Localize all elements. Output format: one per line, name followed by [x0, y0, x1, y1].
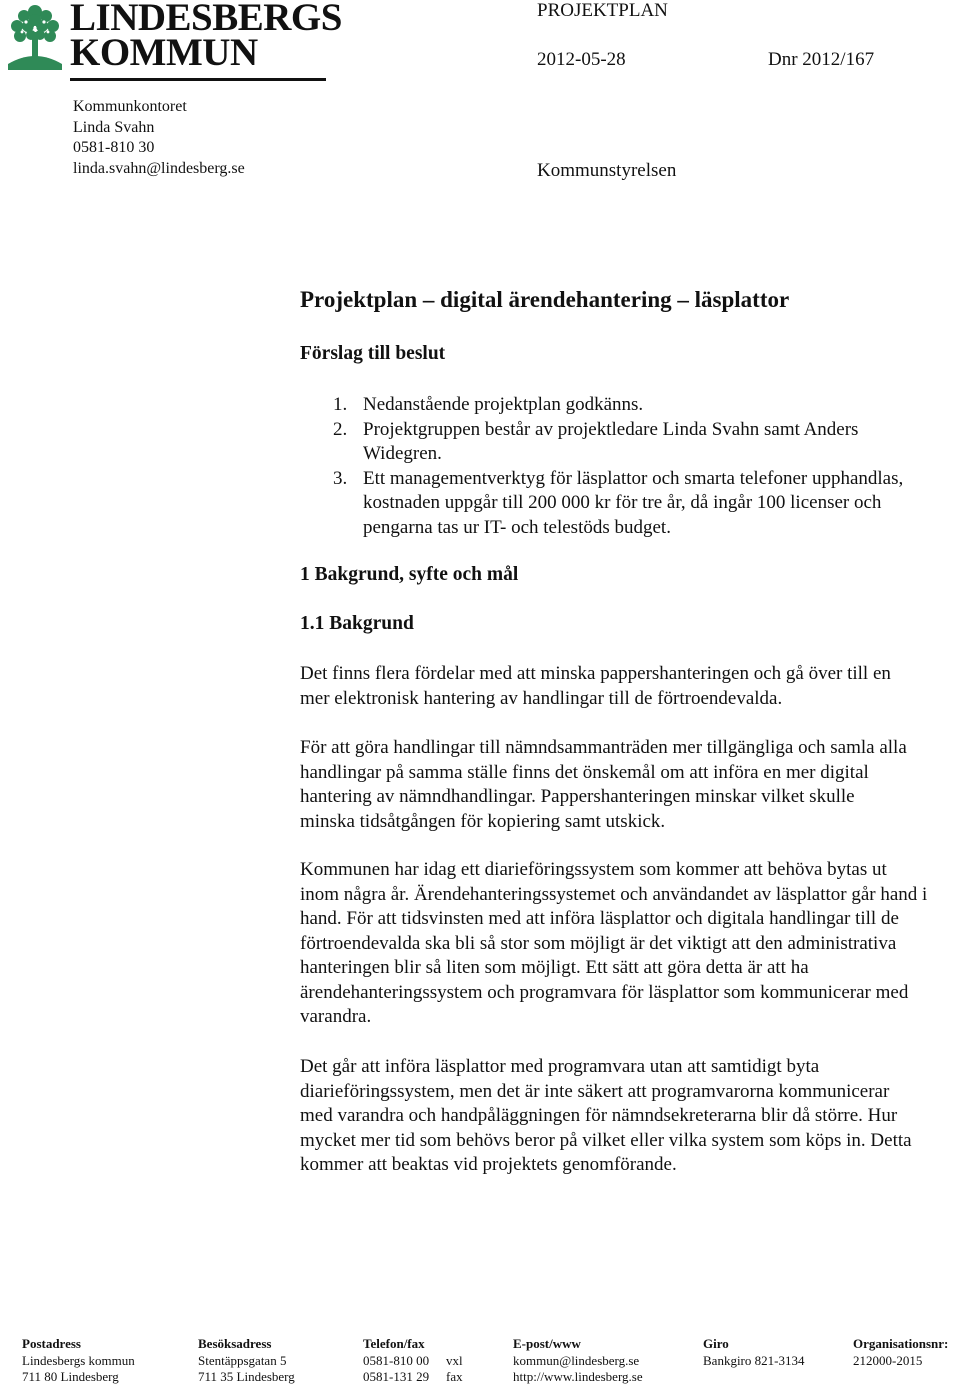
sender-name: Linda Svahn	[73, 118, 155, 136]
doc-type: PROJEKTPLAN	[537, 0, 668, 21]
recipient: Kommunstyrelsen	[537, 160, 677, 181]
footer-line: Bankgiro 821-3134	[703, 1352, 805, 1368]
footer-line: Lindesbergs kommun	[22, 1352, 135, 1368]
footer-postadress	[22, 1336, 135, 1386]
paragraph: Det finns flera fördelar med att minska pappershanteringen och gå över till en mer elektronisk hantering av handlingar till de förtroendevalda.	[300, 663, 891, 709]
footer-website-link[interactable]: http://www.lindesberg.se	[513, 1369, 643, 1384]
footer-email-link[interactable]: kommun@lindesberg.se	[513, 1352, 640, 1368]
footer-line: 711 35 Lindesberg	[198, 1369, 295, 1384]
footer-heading: Telefon/fax	[363, 1336, 425, 1351]
footer-besoksadress	[198, 1336, 295, 1386]
footer-line: 711 80 Lindesberg	[22, 1369, 119, 1384]
doc-date: 2012-05-28	[537, 49, 626, 70]
logo-line-2: KOMMUN	[70, 31, 258, 74]
logo-rule	[70, 78, 326, 81]
footer-line: 212000-2015	[853, 1352, 923, 1368]
sender-block	[73, 97, 245, 179]
list-item	[300, 467, 940, 541]
paragraph: Det går att införa läsplattor med programvara utan att samtidigt byta diarieföringssystem, men det är inte säkert att programvarorna kommunicerar med varandra och handpåläggningen för nämndsekreterarna blir då större. Hur mycket mer tid som behövs beror på vilket eller vilka system som köps in. Detta kommer att beaktas vid projektets genomförande.	[300, 1056, 912, 1175]
decision-list	[300, 393, 940, 540]
logo-line-1: LINDESBERGS	[70, 0, 342, 39]
footer-telefon	[363, 1336, 463, 1386]
logo-wordmark	[70, 0, 342, 74]
footer-org	[853, 1336, 948, 1369]
footer-heading: Giro	[703, 1336, 729, 1351]
footer-phone: 0581-810 00	[363, 1352, 430, 1368]
list-item	[300, 418, 940, 467]
footer-line: Stentäppsgatan 5	[198, 1352, 287, 1368]
page-title: Projektplan – digital ärendehantering – läsplattor	[300, 287, 790, 312]
sender-office: Kommunkontoret	[73, 98, 187, 115]
section-heading: 1 Bakgrund, syfte och mål	[300, 564, 519, 585]
subsection-heading: 1.1 Bakgrund	[300, 613, 414, 634]
list-number: 3.	[333, 467, 348, 489]
list-text: Ett managementverktyg för läsplattor och smarta telefoner upphandlas, kostnaden uppgår till 200 000 kr för tre år, då ingår 100 licenser och pengarna tas ur IT- och telestöds budget.	[363, 467, 904, 538]
list-number: 1.	[333, 394, 348, 415]
footer-epost	[513, 1336, 643, 1386]
logo	[4, 2, 66, 72]
footer-heading: Organisationsnr:	[853, 1336, 949, 1351]
footer-fax: 0581-131 29	[363, 1369, 430, 1384]
footer-phone-type: vxl	[446, 1352, 463, 1368]
footer-fax-type: fax	[446, 1369, 463, 1384]
footer-giro	[703, 1336, 804, 1369]
list-text: Projektgruppen består av projektledare Linda Svahn samt Anders Widegren.	[363, 418, 859, 464]
paragraph: Kommunen har idag ett diarieföringssystem som kommer att behöva bytas ut inom några år. Ärendehanteringssystemet och användandet av läsplattor går hand i hand. För att tidsvinsten med att införa läsplattor och digitala handlingar till de förtroendevalda ska bli så stor som möjligt är det viktigt att den administrativa hanteringen blir så liten som möjligt. Ett sätt att göra detta är att ha ärendehanteringssystem och programvara för läsplattor som kommunicerar med varandra.	[300, 859, 928, 1027]
tree-icon	[4, 2, 66, 72]
footer-heading: Postadress	[22, 1336, 81, 1351]
paragraph: För att göra handlingar till nämndsammanträden mer tillgängliga och samla alla handlingar på samma ställe finns det önskemål om att införa en mer digital hantering av nämndhandlingar. Pappershanteringen minskar vilket skulle minska tidsåtgången för kopiering samt utskick.	[300, 737, 907, 832]
diary-number: Dnr 2012/167	[768, 49, 875, 70]
list-item	[300, 393, 940, 418]
sender-phone: 0581-810 30	[73, 139, 155, 156]
list-text: Nedanstående projektplan godkänns.	[363, 394, 644, 415]
decision-heading: Förslag till beslut	[300, 343, 446, 364]
footer-heading: Besöksadress	[198, 1336, 272, 1351]
footer-heading: E-post/www	[513, 1336, 581, 1351]
sender-email: linda.svahn@lindesberg.se	[73, 159, 245, 177]
list-number: 2.	[333, 418, 348, 440]
